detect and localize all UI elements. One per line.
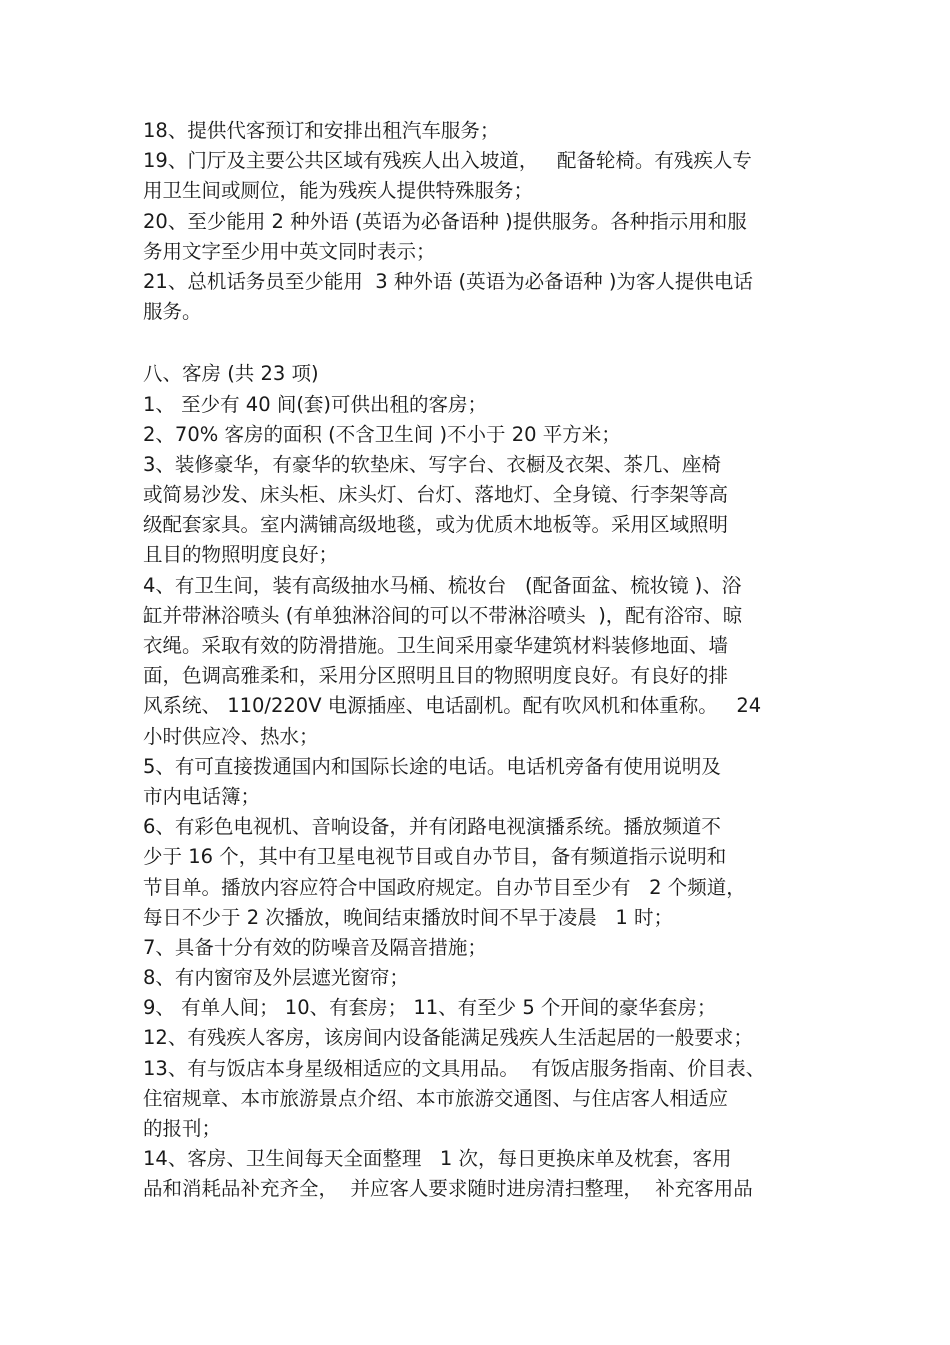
text-line: 13、有与饭店本身星级相适应的文具用品。 有饭店服务指南、价目表、 (143, 1056, 766, 1080)
text-line: 的报刊； (143, 1117, 222, 1140)
text-line: 面，色调高雅柔和，采用分区照明且目的物照明度良好。有良好的排 (143, 664, 729, 688)
text-line: 5、有可直接拨通国内和国际长途的电话。电话机旁备有使用说明及 (143, 754, 721, 778)
text-line: 住宿规章、本市旅游景点介绍、本市旅游交通图、与住店客人相适应 (143, 1086, 729, 1110)
text-line: 品和消耗品补充齐全， 并应客人要求随时进房清扫整理， 补充客用品 (143, 1177, 753, 1201)
paragraph-block-guest-rooms (143, 359, 808, 1204)
text-line: 3、装修豪华，有豪华的软垫床、写字台、衣橱及衣架、茶几、座椅 (143, 452, 721, 476)
text-line: 级配套家具。室内满铺高级地毯，或为优质木地板等。采用区域照明 (143, 513, 729, 537)
text-line: 节目单。播放内容应符合中国政府规定。自办节目至少有 2 个频道， (143, 875, 746, 899)
text-line: 务用文字至少用中英文同时表示； (143, 239, 436, 263)
text-line: 少于 16 个，其中有卫星电视节目或自办节目，备有频道指示说明和 (143, 845, 727, 869)
text-line: 1、 至少有 40 间(套)可供出租的客房； (143, 392, 488, 416)
text-line: 9、 有单人间； 10、有套房； 11、有至少 5 个开间的豪华套房； (143, 996, 717, 1020)
document-page (143, 116, 808, 1205)
section-spacer (143, 327, 808, 359)
text-line: 19、门厅及主要公共区域有残疾人出入坡道， 配备轮椅。有残疾人专 (143, 149, 752, 173)
text-line: 8、有内窗帘及外层遮光窗帘； (143, 966, 409, 990)
text-line: 每日不少于 2 次播放，晚间结束播放时间不早于凌晨 1 时； (143, 905, 674, 929)
text-line: 18、提供代客预订和安排出租汽车服务； (143, 119, 500, 142)
text-line: 或简易沙发、床头柜、床头灯、台灯、落地灯、全身镜、行李架等高 (143, 483, 729, 507)
paragraph-block-services (143, 116, 808, 327)
text-line: 缸并带淋浴喷头 (有单独淋浴间的可以不带淋浴喷头 )，配有浴帘、晾 (143, 603, 743, 627)
text-line: 4、有卫生间，装有高级抽水马桶、梳妆台 (配备面盆、梳妆镜 )、浴 (143, 573, 742, 597)
text-line: 衣绳。采取有效的防滑措施。卫生间采用豪华建筑材料装修地面、墙 (143, 634, 729, 657)
text-line: 6、有彩色电视机、音响设备，并有闭路电视演播系统。播放频道不 (143, 815, 721, 839)
text-line: 21、总机话务员至少能用 3 种外语 (英语为必备语种 )为客人提供电话 (143, 269, 753, 293)
text-line: 14、客房、卫生间每天全面整理 1 次，每日更换床单及枕套，客用 (143, 1147, 732, 1171)
text-line: 7、具备十分有效的防噪音及隔音措施； (143, 935, 487, 959)
text-line: 服务。 (143, 300, 202, 324)
text-line: 2、70% 客房的面积 (不含卫生间 )不小于 20 平方米； (143, 422, 621, 446)
text-line: 用卫生间或厕位，能为残疾人提供特殊服务； (143, 179, 534, 203)
text-line: 12、有残疾人客房，该房间内设备能满足残疾人生活起居的一般要求； (143, 1026, 753, 1050)
text-line: 风系统、 110/220V 电源插座、电话副机。配有吹风机和体重称。 24 (143, 694, 762, 718)
text-line: 小时供应冷、热水； (143, 724, 319, 748)
text-line: 且目的物照明度良好； (143, 543, 339, 567)
section-heading: 八、客房 (共 23 项) (143, 362, 319, 386)
text-line: 20、至少能用 2 种外语 (英语为必备语种 )提供服务。各种指示用和服 (143, 209, 747, 233)
text-line: 市内电话簿； (143, 784, 261, 808)
